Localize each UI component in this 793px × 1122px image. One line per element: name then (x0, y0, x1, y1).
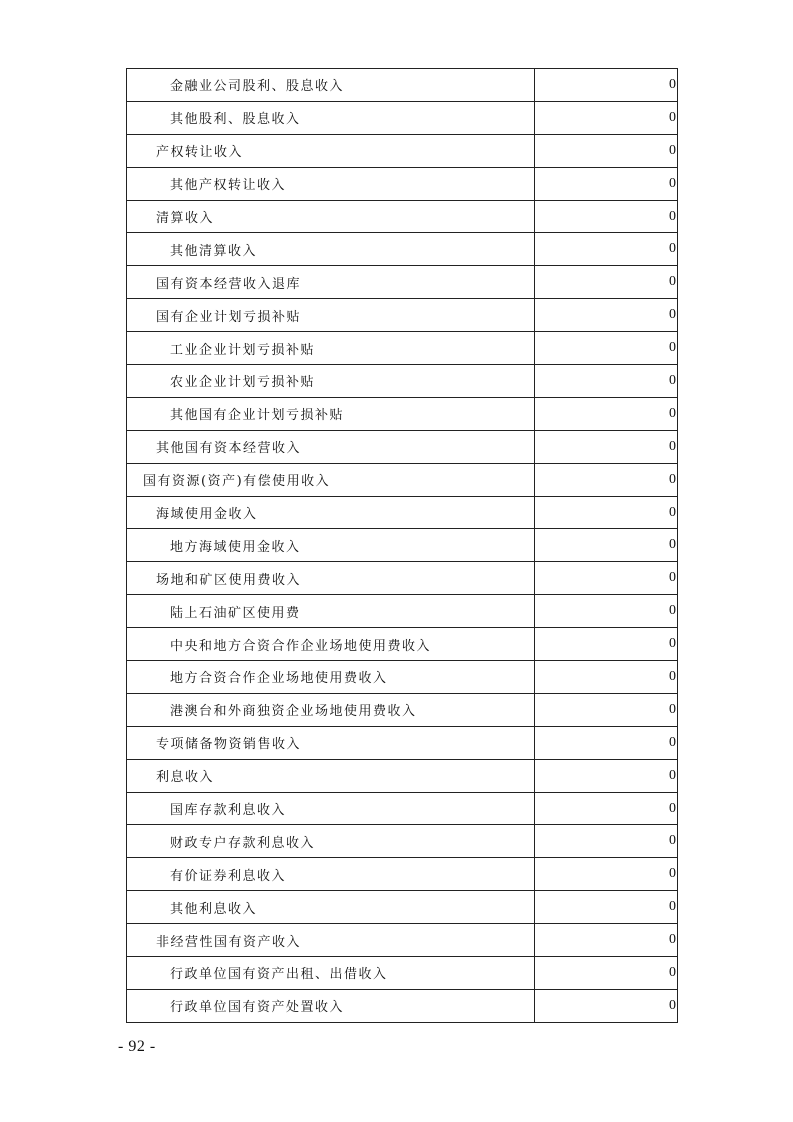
table-row (127, 233, 678, 266)
table-row (127, 825, 678, 858)
item-name: 地方海域使用金收入 (127, 529, 535, 562)
item-name: 其他产权转让收入 (127, 167, 535, 200)
item-name: 国有资本经营收入退库 (127, 266, 535, 299)
table-row (127, 332, 678, 365)
item-name: 中央和地方合资合作企业场地使用费收入 (127, 628, 535, 661)
item-value: 0 (535, 858, 678, 891)
table-row (127, 792, 678, 825)
table-row (127, 858, 678, 891)
item-value: 0 (535, 628, 678, 661)
item-value: 0 (535, 101, 678, 134)
item-value: 0 (535, 430, 678, 463)
item-value: 0 (535, 924, 678, 957)
item-name: 财政专户存款利息收入 (127, 825, 535, 858)
item-name: 其他清算收入 (127, 233, 535, 266)
table-row (127, 496, 678, 529)
item-name: 国有资源(资产)有偿使用收入 (127, 463, 535, 496)
table-row (127, 989, 678, 1022)
table-row (127, 463, 678, 496)
item-value: 0 (535, 759, 678, 792)
item-value: 0 (535, 792, 678, 825)
item-name: 清算收入 (127, 200, 535, 233)
table-row (127, 924, 678, 957)
item-name: 海域使用金收入 (127, 496, 535, 529)
item-name: 利息收入 (127, 759, 535, 792)
item-value: 0 (535, 595, 678, 628)
table-row (127, 397, 678, 430)
item-name: 工业企业计划亏损补贴 (127, 332, 535, 365)
table-row (127, 69, 678, 102)
item-name: 行政单位国有资产出租、出借收入 (127, 957, 535, 990)
item-name: 其他国有企业计划亏损补贴 (127, 397, 535, 430)
item-value: 0 (535, 529, 678, 562)
item-name: 国库存款利息收入 (127, 792, 535, 825)
item-name: 产权转让收入 (127, 134, 535, 167)
revenue-table-container (126, 68, 678, 1023)
item-value: 0 (535, 496, 678, 529)
item-name: 其他利息收入 (127, 891, 535, 924)
table-row (127, 200, 678, 233)
item-value: 0 (535, 957, 678, 990)
item-value: 0 (535, 463, 678, 496)
item-value: 0 (535, 726, 678, 759)
item-value: 0 (535, 989, 678, 1022)
item-value: 0 (535, 661, 678, 694)
item-value: 0 (535, 397, 678, 430)
table-row (127, 661, 678, 694)
revenue-table (126, 68, 678, 1023)
table-row (127, 365, 678, 398)
item-value: 0 (535, 365, 678, 398)
page-number: - 92 - (118, 1038, 156, 1055)
revenue-table-body (127, 69, 678, 1023)
item-value: 0 (535, 134, 678, 167)
table-row (127, 266, 678, 299)
item-name: 场地和矿区使用费收入 (127, 562, 535, 595)
table-row (127, 693, 678, 726)
item-value: 0 (535, 167, 678, 200)
item-name: 有价证券利息收入 (127, 858, 535, 891)
table-row (127, 759, 678, 792)
item-value: 0 (535, 233, 678, 266)
item-value: 0 (535, 332, 678, 365)
table-row (127, 891, 678, 924)
item-name: 其他国有资本经营收入 (127, 430, 535, 463)
item-value: 0 (535, 69, 678, 102)
item-value: 0 (535, 693, 678, 726)
table-row (127, 430, 678, 463)
table-row (127, 595, 678, 628)
table-row (127, 167, 678, 200)
item-value: 0 (535, 299, 678, 332)
item-name: 陆上石油矿区使用费 (127, 595, 535, 628)
table-row (127, 101, 678, 134)
item-name: 专项储备物资销售收入 (127, 726, 535, 759)
item-value: 0 (535, 562, 678, 595)
table-row (127, 134, 678, 167)
item-value: 0 (535, 200, 678, 233)
table-row (127, 562, 678, 595)
item-name: 农业企业计划亏损补贴 (127, 365, 535, 398)
table-row (127, 628, 678, 661)
table-row (127, 299, 678, 332)
item-value: 0 (535, 825, 678, 858)
item-name: 港澳台和外商独资企业场地使用费收入 (127, 693, 535, 726)
table-row (127, 957, 678, 990)
table-row (127, 726, 678, 759)
item-value: 0 (535, 891, 678, 924)
item-name: 金融业公司股利、股息收入 (127, 69, 535, 102)
item-name: 地方合资合作企业场地使用费收入 (127, 661, 535, 694)
item-name: 非经营性国有资产收入 (127, 924, 535, 957)
table-row (127, 529, 678, 562)
item-value: 0 (535, 266, 678, 299)
item-name: 国有企业计划亏损补贴 (127, 299, 535, 332)
item-name: 行政单位国有资产处置收入 (127, 989, 535, 1022)
item-name: 其他股利、股息收入 (127, 101, 535, 134)
